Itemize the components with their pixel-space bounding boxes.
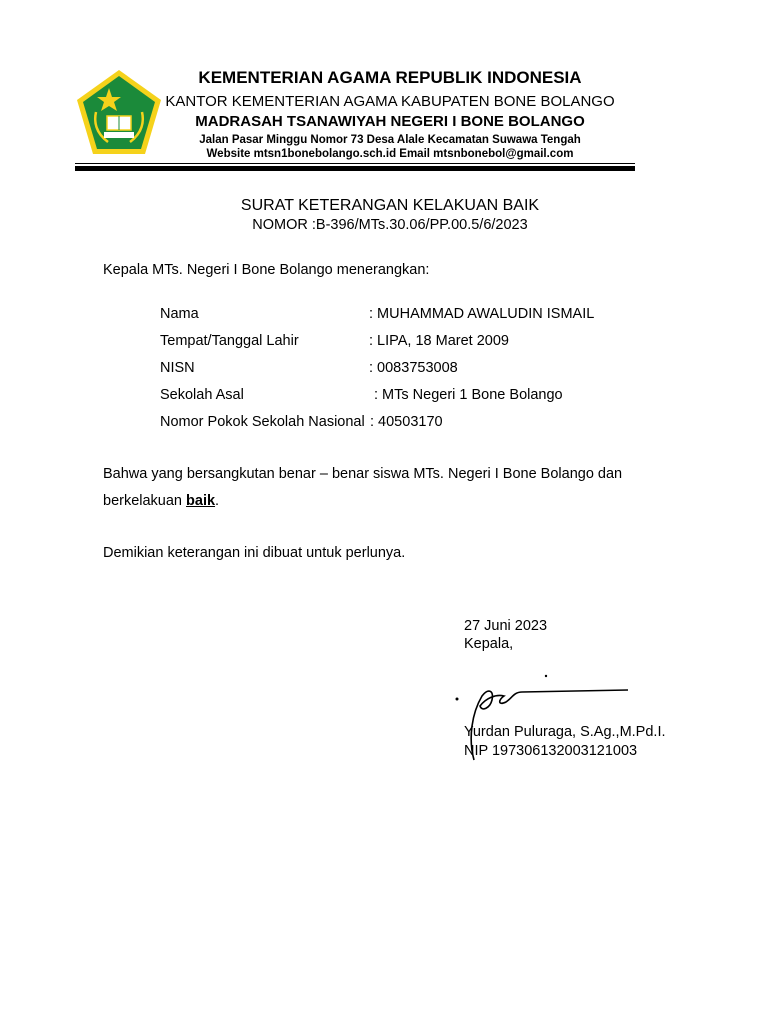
kemenag-emblem-icon <box>74 68 164 158</box>
office-name: KANTOR KEMENTERIAN AGAMA KABUPATEN BONE BOLANGO <box>165 93 615 110</box>
body-line-1: Bahwa yang bersangkutan benar – benar siswa MTs. Negeri I Bone Bolango dan <box>103 466 623 482</box>
field-value-nisn: : 0083753008 <box>369 360 458 376</box>
field-value-npsn: : 40503170 <box>370 414 443 430</box>
body-line-2 <box>103 493 219 509</box>
school-name: MADRASAH TSANAWIYAH NEGERI I BONE BOLANGO <box>195 113 585 130</box>
field-label-school: Sekolah Asal <box>160 387 244 403</box>
letterhead-divider-thin <box>75 163 635 164</box>
closing-statement: Demikian keterangan ini dibuat untuk perlunya. <box>103 545 406 561</box>
opening-statement: Kepala MTs. Negeri I Bone Bolango menerangkan: <box>103 262 430 278</box>
field-label-nisn: NISN <box>160 360 195 376</box>
signer-nip: NIP 197306132003121003 <box>464 743 638 759</box>
field-label-npsn: Nomor Pokok Sekolah Nasional <box>160 414 365 430</box>
body-line-2-prefix: berkelakuan <box>103 493 187 509</box>
signer-position: Kepala, <box>464 636 514 652</box>
ministry-name: KEMENTERIAN AGAMA REPUBLIK INDONESIA <box>198 68 582 87</box>
letter-title: SURAT KETERANGAN KELAKUAN BAIK <box>240 197 540 214</box>
field-value-birth: : LIPA, 18 Maret 2009 <box>369 333 509 349</box>
field-label-birth: Tempat/Tanggal Lahir <box>160 333 299 349</box>
conduct-emphasis: baik <box>186 493 216 509</box>
school-contact: Website mtsn1bonebolango.sch.id Email mtsnbonebol@gmail.com <box>206 148 574 160</box>
letter-number: NOMOR :B-396/MTs.30.06/PP.00.5/6/2023 <box>252 217 528 233</box>
letter-date: 27 Juni 2023 <box>464 618 548 634</box>
field-label-nama: Nama <box>160 306 199 322</box>
body-line-2-suffix: . <box>215 493 220 509</box>
field-value-school: : MTs Negeri 1 Bone Bolango <box>374 387 563 403</box>
school-address: Jalan Pasar Minggu Nomor 73 Desa Alale Kecamatan Suwawa Tengah <box>199 134 581 146</box>
field-value-nama: : MUHAMMAD AWALUDIN ISMAIL <box>369 306 595 322</box>
letterhead-divider-thick <box>75 166 635 171</box>
signer-name: Yurdan Puluraga, S.Ag.,M.Pd.I. <box>464 724 666 740</box>
